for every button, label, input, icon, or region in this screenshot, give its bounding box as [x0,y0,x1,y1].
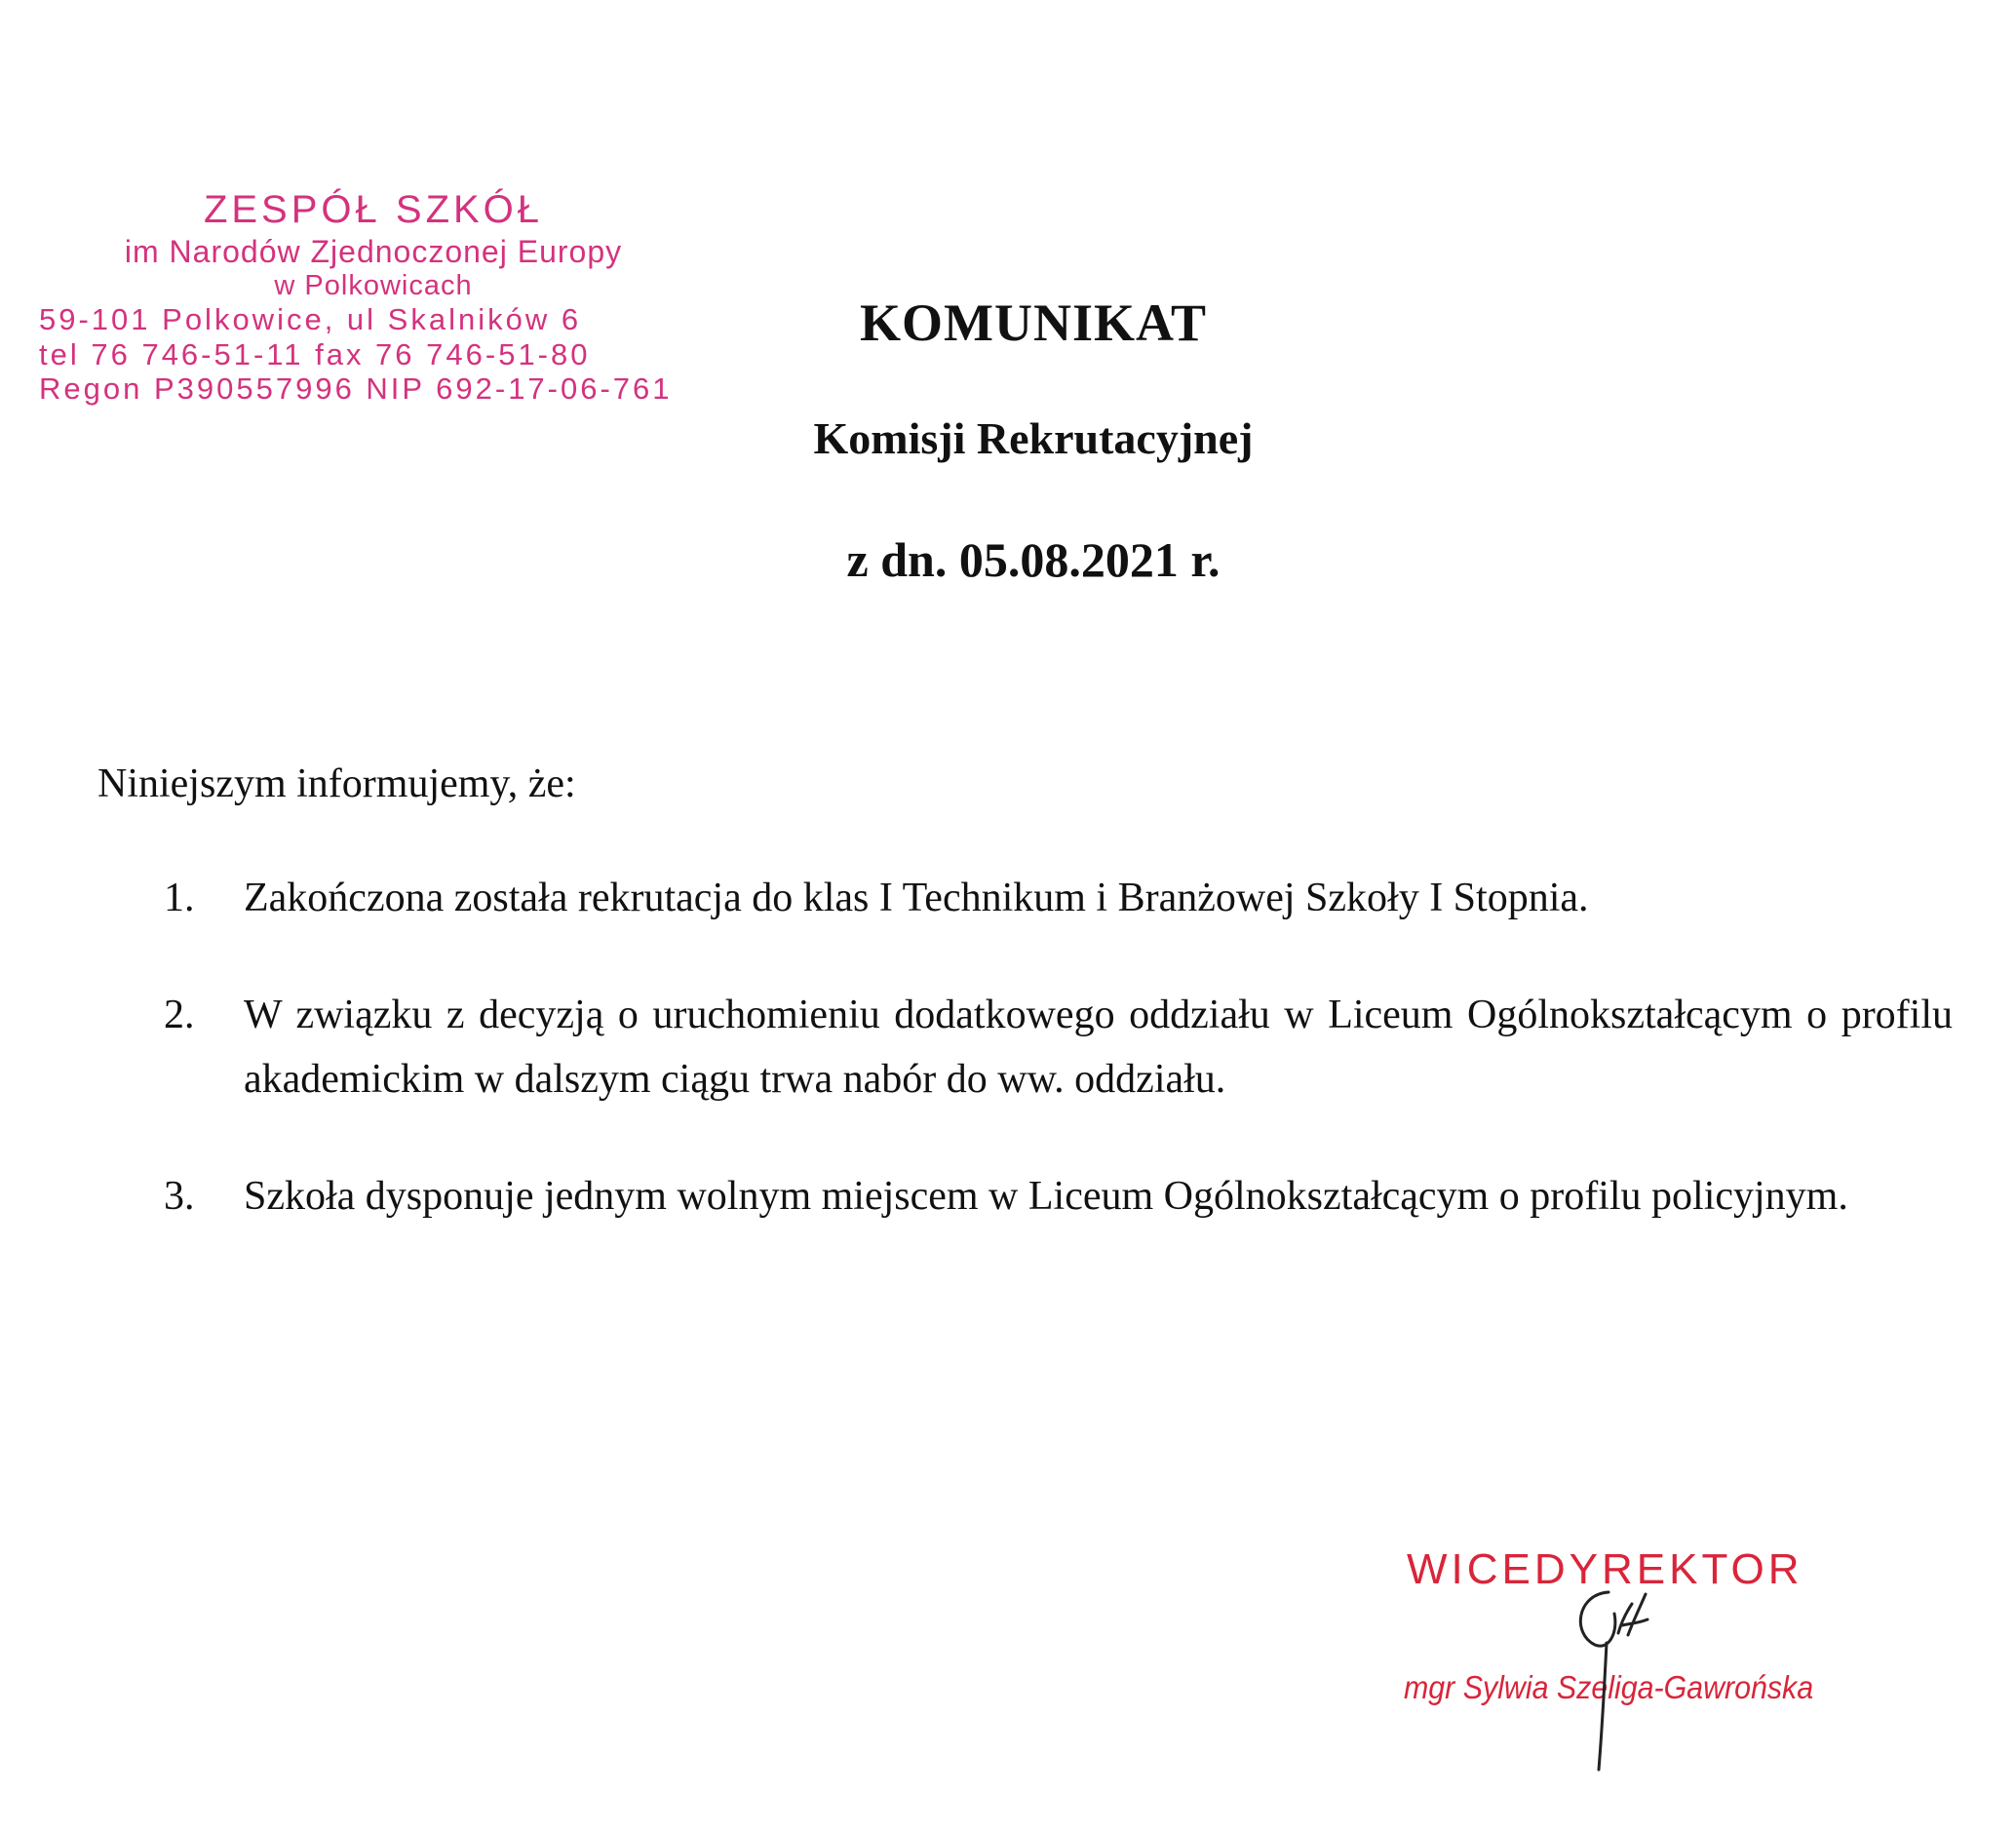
intro-text: Niniejszym informujemy, że: [97,761,576,806]
stamp-school-name: ZESPÓŁ SZKÓŁ [203,188,544,231]
handwritten-signature [1558,1575,1675,1784]
stamp-regon-nip: Regon P390557996 NIP 692-17-06-761 [39,371,673,407]
list-item-number: 2. [164,993,195,1037]
signature-name: mgr Sylwia Szeliga-Gawrońska [1404,1669,1814,1705]
list-item [164,983,1953,1112]
announcement-list [164,866,1953,1281]
stamp-city: w Polkowicach [274,269,473,301]
list-item-number: 3. [164,1174,195,1219]
list-item [164,866,1953,930]
list-item-text: W związku z decyzją o uruchomieniu dodatkowego oddziału w Liceum Ogólnokształcącym o profilu akademickim w dalszym ciągu trwa nabór do ww. oddziału. [244,993,1953,1102]
stamp-phone-fax: tel 76 746-51-11 fax 76 746-51-80 [39,336,591,371]
list-item-number: 1. [164,876,195,920]
document-title: KOMUNIKAT [860,293,1207,352]
stamp-address: 59-101 Polkowice, ul Skalników 6 [39,302,582,337]
document-subtitle: Komisji Rekrutacyjnej [813,413,1254,463]
stamp-patron: im Narodów Zjednoczonej Europy [124,234,623,269]
signature-title: WICEDYREKTOR [1407,1545,1803,1593]
list-item-text: Szkoła dysponuje jednym wolnym miejscem w Liceum Ogólnokształcącym o profilu policyjnym. [244,1174,1848,1219]
school-stamp [37,187,710,407]
list-item-text: Zakończona została rekrutacja do klas I Technikum i Branżowej Szkoły I Stopnia. [244,876,1589,920]
list-item [164,1164,1953,1228]
document-date: z dn. 05.08.2021 r. [846,532,1221,587]
